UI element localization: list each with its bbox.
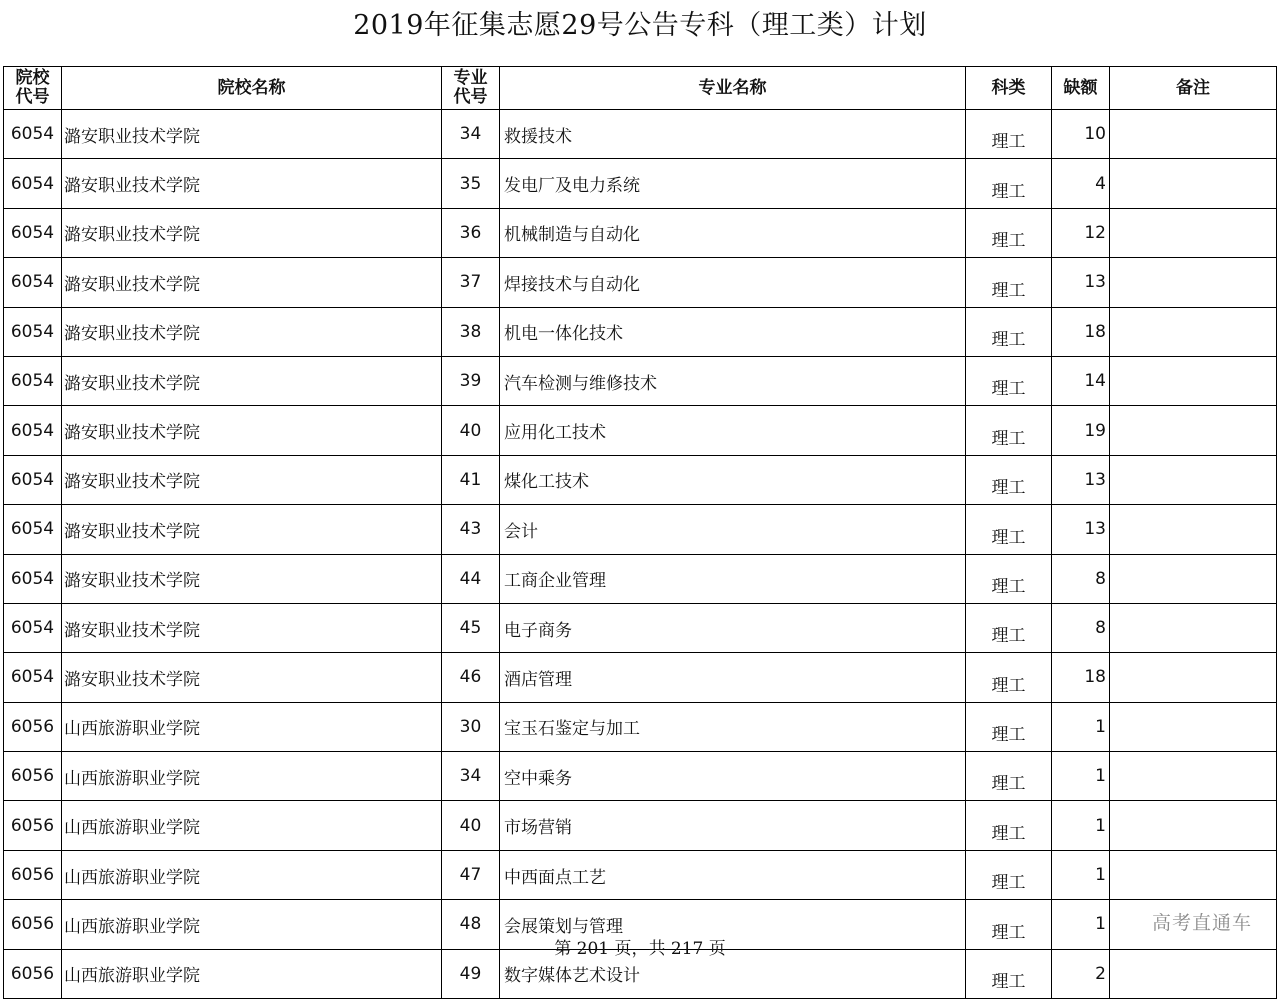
table-row — [4, 702, 1277, 751]
school-name-cell: 潞安职业技术学院 — [62, 307, 442, 356]
school-name-cell: 山西旅游职业学院 — [62, 900, 442, 949]
school-name-cell: 潞安职业技术学院 — [62, 258, 442, 307]
major-code-cell: 34 — [442, 110, 500, 159]
category-cell: 理工 — [966, 949, 1052, 998]
school-code-cell: 6054 — [4, 307, 62, 356]
major-name-cell: 焊接技术与自动化 — [500, 258, 966, 307]
major-name-cell: 数字媒体艺术设计 — [500, 949, 966, 998]
enrollment-plan-table — [3, 66, 1277, 999]
header-category: 科类 — [966, 67, 1052, 110]
note-cell — [1110, 801, 1277, 850]
major-code-cell: 39 — [442, 356, 500, 405]
table-row — [4, 801, 1277, 850]
header-quota: 缺额 — [1052, 67, 1110, 110]
school-name-cell: 山西旅游职业学院 — [62, 801, 442, 850]
quota-cell: 10 — [1052, 110, 1110, 159]
document-title: 2019年征集志愿29号公告专科（理工类）计划 — [353, 10, 927, 41]
category-cell: 理工 — [966, 208, 1052, 257]
note-cell — [1110, 702, 1277, 751]
major-code-cell: 48 — [442, 900, 500, 949]
note-cell — [1110, 307, 1277, 356]
category-cell: 理工 — [966, 554, 1052, 603]
major-name-cell: 救援技术 — [500, 110, 966, 159]
major-code-cell: 37 — [442, 258, 500, 307]
school-code-cell: 6054 — [4, 258, 62, 307]
category-cell: 理工 — [966, 406, 1052, 455]
major-name-cell: 应用化工技术 — [500, 406, 966, 455]
school-code-cell: 6054 — [4, 653, 62, 702]
category-cell: 理工 — [966, 258, 1052, 307]
category-cell: 理工 — [966, 110, 1052, 159]
quota-cell: 4 — [1052, 159, 1110, 208]
table-row — [4, 850, 1277, 899]
table-row — [4, 554, 1277, 603]
school-code-cell: 6054 — [4, 110, 62, 159]
note-cell — [1110, 603, 1277, 652]
quota-cell: 18 — [1052, 653, 1110, 702]
quota-cell: 13 — [1052, 455, 1110, 504]
page-footer: 第 201 页，共 217 页 — [554, 939, 726, 959]
major-code-cell: 38 — [442, 307, 500, 356]
school-code-cell: 6056 — [4, 702, 62, 751]
school-name-cell: 山西旅游职业学院 — [62, 850, 442, 899]
major-code-cell: 41 — [442, 455, 500, 504]
header-school-name: 院校名称 — [62, 67, 442, 110]
quota-cell: 8 — [1052, 554, 1110, 603]
quota-cell: 1 — [1052, 900, 1110, 949]
major-code-cell: 40 — [442, 406, 500, 455]
table-row — [4, 159, 1277, 208]
school-name-cell: 潞安职业技术学院 — [62, 554, 442, 603]
category-cell: 理工 — [966, 307, 1052, 356]
quota-cell: 8 — [1052, 603, 1110, 652]
quota-cell: 13 — [1052, 505, 1110, 554]
quota-cell: 19 — [1052, 406, 1110, 455]
note-cell — [1110, 653, 1277, 702]
school-name-cell: 潞安职业技术学院 — [62, 455, 442, 504]
major-code-cell: 49 — [442, 949, 500, 998]
school-code-cell: 6054 — [4, 406, 62, 455]
category-cell: 理工 — [966, 653, 1052, 702]
quota-cell: 13 — [1052, 258, 1110, 307]
quota-cell: 1 — [1052, 752, 1110, 801]
school-name-cell: 潞安职业技术学院 — [62, 603, 442, 652]
school-name-cell: 潞安职业技术学院 — [62, 653, 442, 702]
table-row — [4, 307, 1277, 356]
school-code-cell: 6054 — [4, 505, 62, 554]
major-code-cell: 30 — [442, 702, 500, 751]
major-name-cell: 汽车检测与维修技术 — [500, 356, 966, 405]
school-code-cell: 6054 — [4, 603, 62, 652]
major-code-cell: 43 — [442, 505, 500, 554]
table-row — [4, 356, 1277, 405]
major-code-cell: 47 — [442, 850, 500, 899]
table-row — [4, 208, 1277, 257]
school-name-cell: 山西旅游职业学院 — [62, 752, 442, 801]
note-cell — [1110, 406, 1277, 455]
major-code-cell: 44 — [442, 554, 500, 603]
table-body — [4, 110, 1277, 999]
header-major-code: 专业 代号 — [442, 67, 500, 110]
quota-cell: 12 — [1052, 208, 1110, 257]
school-code-cell: 6054 — [4, 356, 62, 405]
table-row — [4, 110, 1277, 159]
school-name-cell: 山西旅游职业学院 — [62, 949, 442, 998]
major-code-cell: 34 — [442, 752, 500, 801]
note-cell — [1110, 505, 1277, 554]
major-name-cell: 中西面点工艺 — [500, 850, 966, 899]
major-name-cell: 工商企业管理 — [500, 554, 966, 603]
major-code-cell: 45 — [442, 603, 500, 652]
table-row — [4, 406, 1277, 455]
header-note: 备注 — [1110, 67, 1277, 110]
category-cell: 理工 — [966, 752, 1052, 801]
table-row — [4, 653, 1277, 702]
quota-cell: 1 — [1052, 850, 1110, 899]
note-cell — [1110, 208, 1277, 257]
major-name-cell: 会展策划与管理 — [500, 900, 966, 949]
major-name-cell: 煤化工技术 — [500, 455, 966, 504]
note-cell — [1110, 110, 1277, 159]
header-major-name: 专业名称 — [500, 67, 966, 110]
major-code-cell: 36 — [442, 208, 500, 257]
major-code-cell: 35 — [442, 159, 500, 208]
header-school-code: 院校 代号 — [4, 67, 62, 110]
table-row — [4, 752, 1277, 801]
category-cell: 理工 — [966, 603, 1052, 652]
table-header-row — [4, 67, 1277, 110]
major-name-cell: 机械制造与自动化 — [500, 208, 966, 257]
school-code-cell: 6054 — [4, 208, 62, 257]
watermark-text: 高考直通车 — [1151, 912, 1252, 934]
note-cell — [1110, 455, 1277, 504]
major-code-cell: 40 — [442, 801, 500, 850]
major-name-cell: 宝玉石鉴定与加工 — [500, 702, 966, 751]
school-name-cell: 潞安职业技术学院 — [62, 110, 442, 159]
note-cell — [1110, 850, 1277, 899]
table-row — [4, 603, 1277, 652]
note-cell — [1110, 258, 1277, 307]
note-cell — [1110, 159, 1277, 208]
category-cell: 理工 — [966, 801, 1052, 850]
school-code-cell: 6056 — [4, 900, 62, 949]
school-code-cell: 6056 — [4, 752, 62, 801]
quota-cell: 1 — [1052, 801, 1110, 850]
major-name-cell: 会计 — [500, 505, 966, 554]
table-row — [4, 455, 1277, 504]
school-code-cell: 6054 — [4, 455, 62, 504]
category-cell: 理工 — [966, 900, 1052, 949]
table-row — [4, 258, 1277, 307]
school-name-cell: 山西旅游职业学院 — [62, 702, 442, 751]
note-cell — [1110, 752, 1277, 801]
category-cell: 理工 — [966, 455, 1052, 504]
major-name-cell: 酒店管理 — [500, 653, 966, 702]
school-name-cell: 潞安职业技术学院 — [62, 208, 442, 257]
table-row — [4, 505, 1277, 554]
major-name-cell: 电子商务 — [500, 603, 966, 652]
school-code-cell: 6056 — [4, 850, 62, 899]
school-code-cell: 6056 — [4, 801, 62, 850]
school-code-cell: 6056 — [4, 949, 62, 998]
category-cell: 理工 — [966, 702, 1052, 751]
category-cell: 理工 — [966, 356, 1052, 405]
quota-cell: 1 — [1052, 702, 1110, 751]
major-name-cell: 发电厂及电力系统 — [500, 159, 966, 208]
major-name-cell: 市场营销 — [500, 801, 966, 850]
school-name-cell: 潞安职业技术学院 — [62, 406, 442, 455]
major-name-cell: 空中乘务 — [500, 752, 966, 801]
note-cell — [1110, 554, 1277, 603]
category-cell: 理工 — [966, 505, 1052, 554]
major-code-cell: 46 — [442, 653, 500, 702]
quota-cell: 18 — [1052, 307, 1110, 356]
school-code-cell: 6054 — [4, 554, 62, 603]
category-cell: 理工 — [966, 159, 1052, 208]
quota-cell: 14 — [1052, 356, 1110, 405]
category-cell: 理工 — [966, 850, 1052, 899]
school-name-cell: 潞安职业技术学院 — [62, 356, 442, 405]
major-name-cell: 机电一体化技术 — [500, 307, 966, 356]
school-code-cell: 6054 — [4, 159, 62, 208]
note-cell — [1110, 356, 1277, 405]
school-name-cell: 潞安职业技术学院 — [62, 505, 442, 554]
school-name-cell: 潞安职业技术学院 — [62, 159, 442, 208]
quota-cell: 2 — [1052, 949, 1110, 998]
